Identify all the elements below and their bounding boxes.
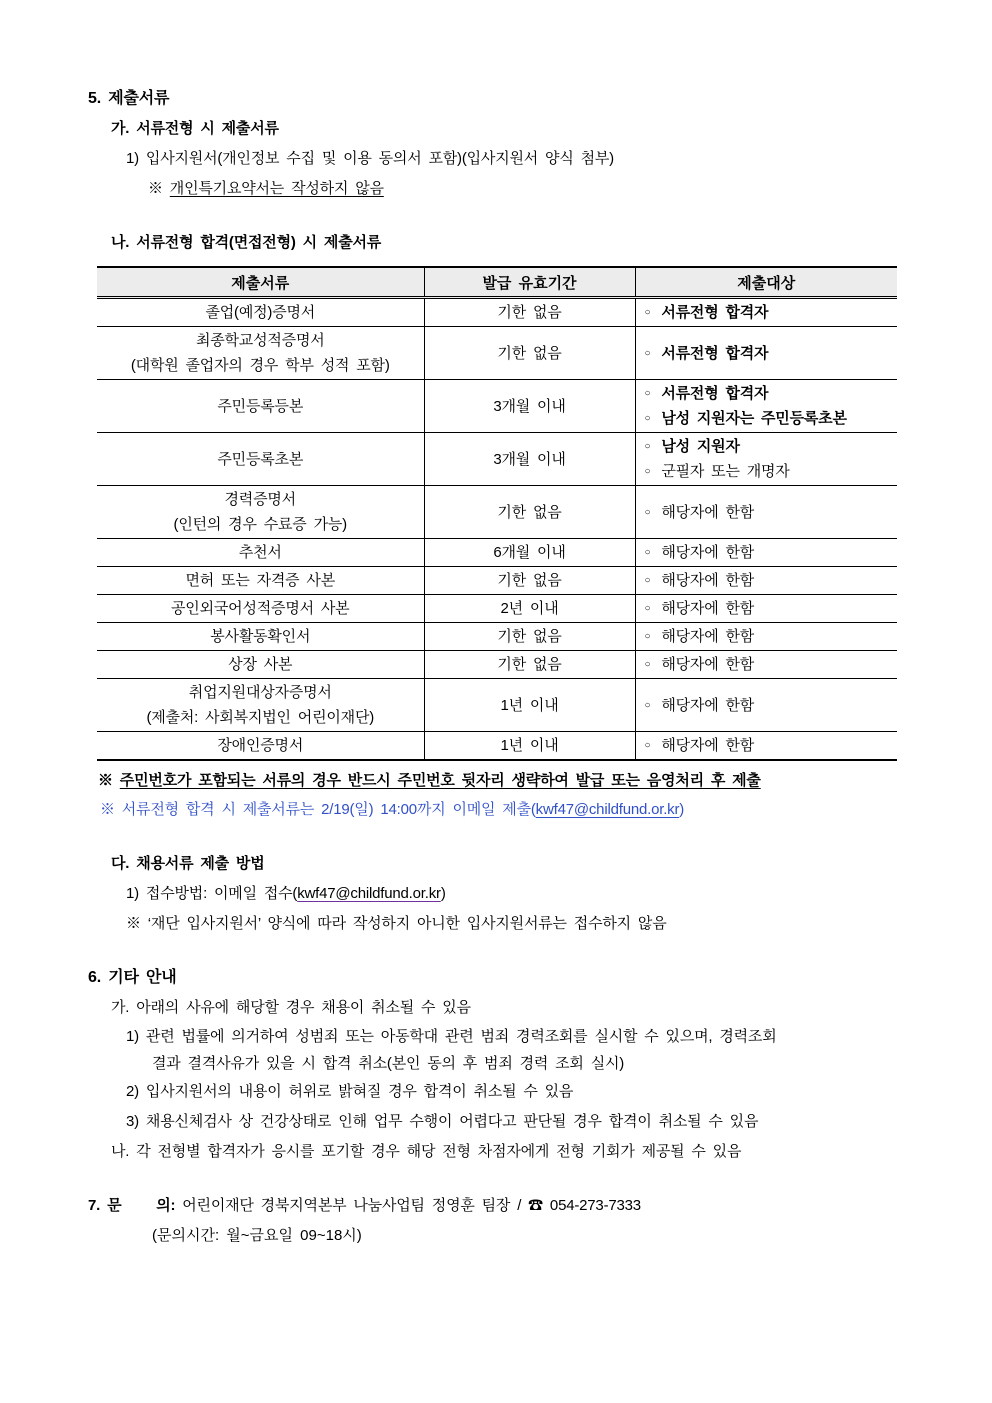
cell-document-name: 최종학교성적증명서 (대학원 졸업자의 경우 학부 성적 포함) [97,327,424,380]
cell-target [635,679,897,732]
cell-validity: 1년 이내 [424,732,635,761]
table-row [97,567,897,595]
circle-bullet-icon: ○ [644,699,651,711]
circle-bullet-icon: ○ [644,506,651,518]
target-text: 남성 지원자 [661,438,740,455]
deadline-note-suffix: ) [679,801,685,818]
cell-target [635,486,897,539]
target-text: 서류전형 합격자 [661,344,769,362]
section-5c-item-1 [88,879,974,909]
privacy-note-text: 주민번호가 포함되는 서류의 경우 반드시 주민번호 뒷자리 생략하여 발급 또는 음영처리 후 제출 [119,772,761,789]
cell-validity: 기한 없음 [424,623,635,651]
col-header-validity: 발급 유효기간 [424,267,635,298]
cell-target [635,595,897,623]
circle-bullet-icon: ○ [644,740,651,751]
table-row [97,380,897,433]
table-row [97,623,897,651]
cell-target [635,433,897,486]
cell-target [635,327,897,380]
target-text: 해당자에 한함 [661,600,755,617]
col-header-document: 제출서류 [97,267,424,298]
section-5a-note [88,174,974,204]
phone-icon: ☎ [528,1197,543,1214]
circle-bullet-icon: ○ [644,631,651,642]
contact-label: 7. 문 의: [88,1197,176,1214]
cell-document-name: 추천서 [97,539,424,567]
target-text: 해당자에 한함 [661,656,755,673]
cell-validity: 6개월 이내 [424,539,635,567]
target-text: 해당자에 한함 [661,572,755,589]
cell-document-name: 취업지원대상자증명서 (제출처: 사회복지법인 어린이재단) [97,679,424,732]
cell-target [635,539,897,567]
target-text: 해당자에 한함 [661,503,755,521]
reference-mark: ※ [148,180,170,197]
circle-bullet-icon: ○ [644,466,651,477]
table-row [97,732,897,761]
col-header-target: 제출대상 [635,267,897,298]
section-6b-title: 나. 각 전형별 합격자가 응시를 포기할 경우 해당 전형 차점자에게 전형 기회가 제공될 수 있음 [111,1143,742,1160]
circle-bullet-icon: ○ [644,441,651,452]
cell-document-name: 주민등록등본 [97,380,424,433]
deadline-note [100,795,974,825]
circle-bullet-icon: ○ [644,413,651,424]
circle-bullet-icon: ○ [644,575,651,586]
section-5c-title: 다. 채용서류 제출 방법 [111,855,265,872]
target-text: 해당자에 한함 [661,737,755,754]
section-5a-item-1: 1) 입사지원서(개인정보 수집 및 이용 동의서 포함)(입사지원서 양식 첨부) [126,150,614,167]
cell-target [635,651,897,679]
cell-document-name: 봉사활동확인서 [97,623,424,651]
circle-bullet-icon: ○ [644,547,651,558]
cell-validity: 기한 없음 [424,327,635,380]
section-5c-note: ※ ‘재단 입사지원서’ 양식에 따라 작성하지 아니한 입사지원서류는 접수하지 않음 [126,915,667,932]
contact-text: 어린이재단 경북지역본부 나눔사업팀 정영훈 팀장 / [175,1197,529,1214]
table-header-row [97,267,897,298]
cell-document-name: 주민등록초본 [97,433,424,486]
section-6a-item-2: 2) 입사지원서의 내용이 허위로 밝혀질 경우 합격이 취소될 수 있음 [126,1083,574,1100]
cell-validity: 1년 이내 [424,679,635,732]
target-text: 남성 지원자는 주민등록초본 [661,410,847,427]
section-5-title: 5. 제출서류 [88,90,170,107]
target-text: 서류전형 합격자 [661,385,769,402]
cell-document-name: 경력증명서 (인턴의 경우 수료증 가능) [97,486,424,539]
section-6-title: 6. 기타 안내 [88,969,177,986]
circle-bullet-icon: ○ [644,347,651,359]
target-text: 해당자에 한함 [661,628,755,645]
cell-validity: 기한 없음 [424,486,635,539]
contact-line [88,1191,974,1221]
section-6a-title: 가. 아래의 사유에 해당할 경우 채용이 취소될 수 있음 [111,999,471,1016]
section-5c-item-suffix: ) [440,885,446,902]
cell-document-name: 졸업(예정)증명서 [97,298,424,327]
submission-table-body [97,298,897,761]
cell-validity: 3개월 이내 [424,380,635,433]
circle-bullet-icon: ○ [644,659,651,670]
cell-target [635,567,897,595]
section-5a-note-text: 개인특기요약서는 작성하지 않음 [169,180,384,197]
privacy-note [98,766,974,795]
cell-target [635,623,897,651]
section-6a-item-1-line-2: 결과 결격사유가 있을 시 합격 취소(본인 동의 후 범죄 경력 조회 실시) [152,1055,625,1072]
deadline-note-text: ※ 서류전형 합격 시 제출서류는 2/19(일) 14:00까지 이메일 제출( [100,801,536,818]
target-text: 군필자 또는 개명자 [661,463,790,480]
cell-document-name: 면허 또는 자격증 사본 [97,567,424,595]
target-text: 해당자에 한함 [661,696,755,714]
cell-validity: 기한 없음 [424,567,635,595]
cell-document-name: 장애인증명서 [97,732,424,761]
target-text: 해당자에 한함 [661,544,755,561]
table-row [97,486,897,539]
cell-target [635,298,897,327]
table-row [97,679,897,732]
cell-validity: 기한 없음 [424,298,635,327]
table-row [97,433,897,486]
table-row [97,595,897,623]
email-link[interactable]: kwf47@childfund.or.kr [535,801,680,818]
cell-validity: 기한 없음 [424,651,635,679]
circle-bullet-icon: ○ [644,388,651,399]
submission-documents-table [97,266,897,761]
cell-validity: 2년 이내 [424,595,635,623]
cell-validity: 3개월 이내 [424,433,635,486]
reference-mark: ※ [98,772,120,789]
circle-bullet-icon: ○ [644,307,651,318]
section-5a-title: 가. 서류전형 시 제출서류 [111,120,279,137]
section-6a-item-3: 3) 채용신체검사 상 건강상태로 인해 업무 수행이 어렵다고 판단될 경우 합격이 취소될 수 있음 [126,1113,759,1130]
cell-document-name: 상장 사본 [97,651,424,679]
email-link[interactable]: kwf47@childfund.or.kr [297,885,441,902]
cell-document-name: 공인외국어성적증명서 사본 [97,595,424,623]
cell-target [635,732,897,761]
table-row [97,327,897,380]
table-row [97,651,897,679]
phone-number: 054-273-7333 [542,1197,641,1214]
section-5c-item-text: 1) 접수방법: 이메일 접수( [126,885,298,902]
cell-target [635,380,897,433]
target-text: 서류전형 합격자 [661,304,769,321]
contact-hours: (문의시간: 월~금요일 09~18시) [152,1227,362,1244]
circle-bullet-icon: ○ [644,603,651,614]
section-5b-title: 나. 서류전형 합격(면접전형) 시 제출서류 [111,234,382,251]
table-row [97,298,897,327]
section-6a-item-1-line-1: 1) 관련 법률에 의거하여 성범죄 또는 아동학대 관련 범죄 경력조회를 실시할 수 있으며, 경력조회 [126,1028,777,1045]
table-row [97,539,897,567]
